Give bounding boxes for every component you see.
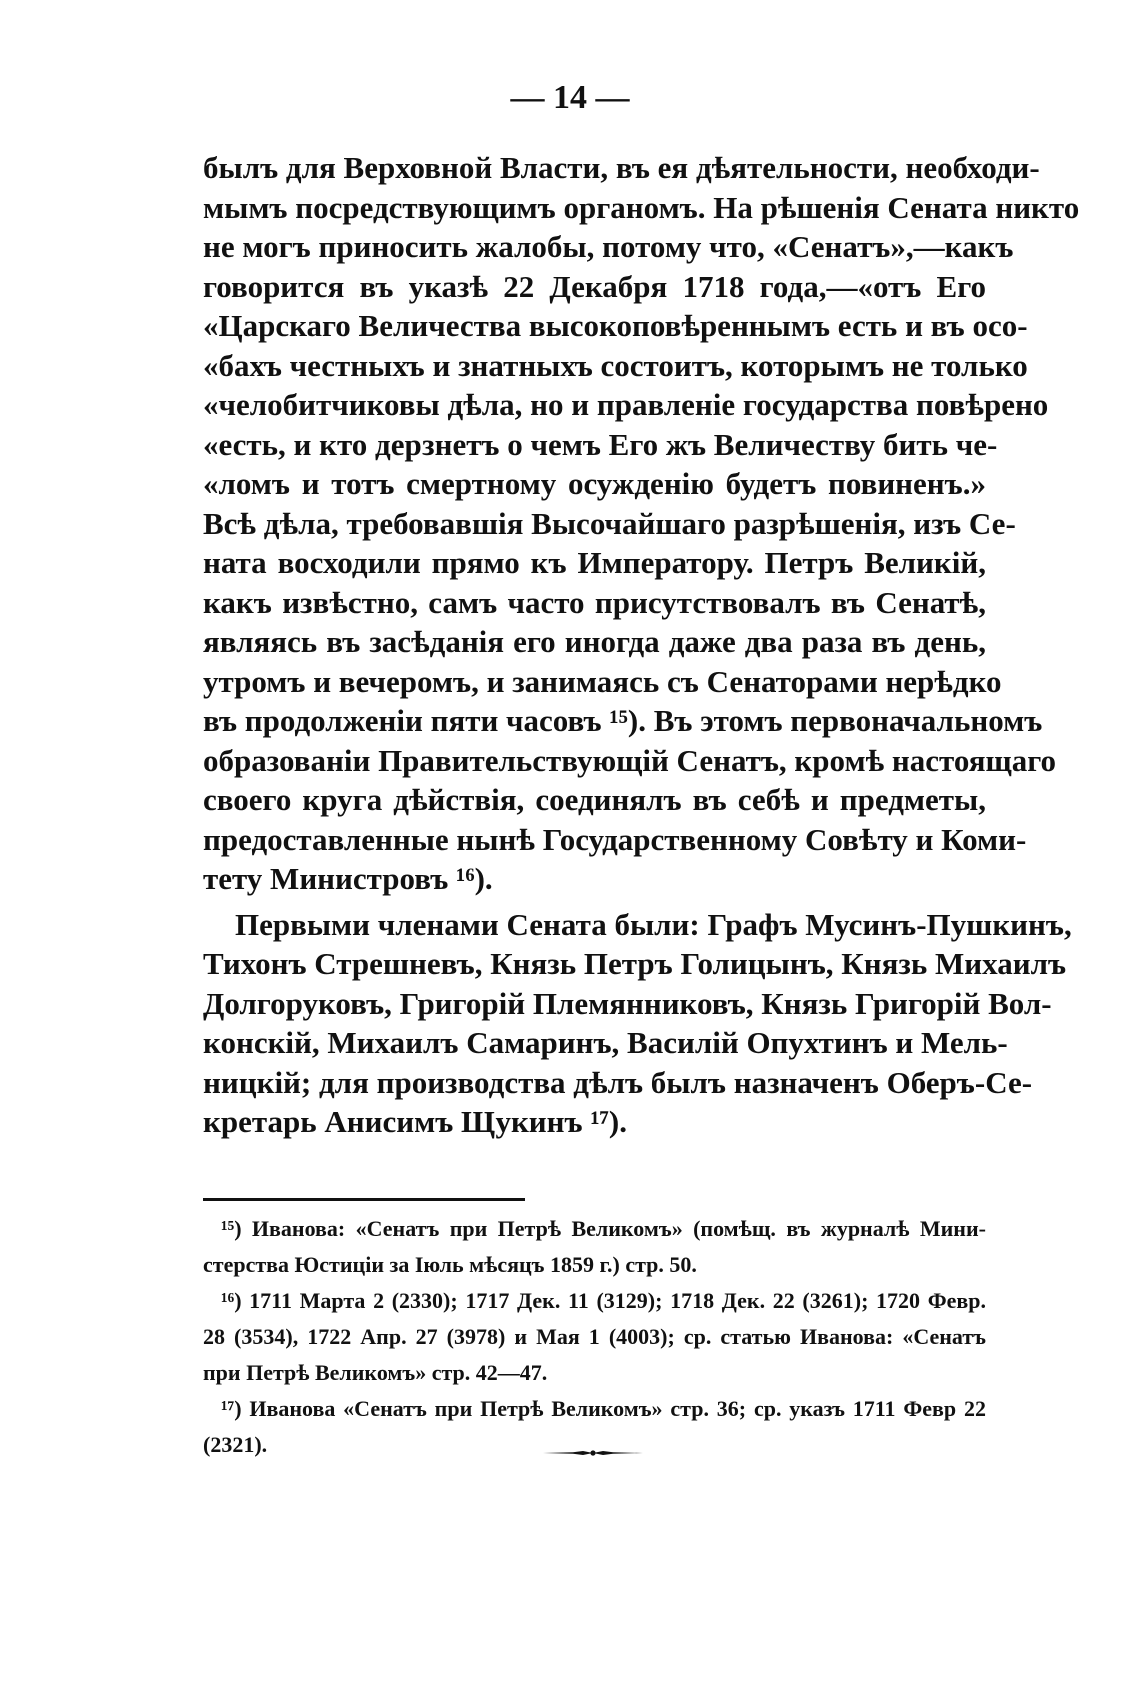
footnote-line: стерства Юстиціи за Іюль мѣсяцъ 1859 г.) стр. 50. (203, 1252, 697, 1277)
text-line: не могъ приносить жалобы, потому что, «Сенатъ»,—какъ (203, 229, 1014, 264)
footnote-line: ¹⁷) Иванова «Сенатъ при Петрѣ Великомъ» стр. 36; ср. указъ 1711 Февр 22 (221, 1396, 986, 1421)
footnote-line: ¹⁶) 1711 Марта 2 (2330); 1717 Дек. 11 (3129); 1718 Дек. 22 (3261); 1720 Февр. (221, 1288, 986, 1313)
end-ornament (543, 1448, 643, 1458)
text-line: утромъ и вечеромъ, и занимаясь съ Сенаторами нерѣдко (203, 663, 1002, 699)
main-text (203, 148, 1080, 1142)
text-line: въ продолженіи пяти часовъ ¹⁵). Въ этомъ первоначальномъ (203, 703, 1043, 738)
text-line: ната восходили прямо къ Императору. Петръ Великій, (203, 545, 986, 580)
text-line: тету Министровъ ¹⁶). (203, 861, 493, 896)
footnote-16 (203, 1283, 986, 1391)
text-line: конскій, Михаилъ Самаринъ, Василій Опухтинъ и Мель- (203, 1025, 1008, 1060)
text-line: «есть, и кто дерзнетъ о чемъ Его жъ Величеству бить че- (203, 426, 998, 462)
footnote-15 (203, 1211, 986, 1283)
page-number: — 14 — (510, 79, 630, 116)
text-line: «бахъ честныхъ и знатныхъ состоитъ, которымъ не только (203, 347, 1028, 383)
text-line: предоставленные нынѣ Государственному Совѣту и Коми- (203, 821, 1027, 857)
text-line: кретарь Анисимъ Щукинъ ¹⁷). (203, 1104, 628, 1139)
text-line: Долгоруковъ, Григорій Племянниковъ, Князь Григорій Вол- (203, 985, 1052, 1021)
footnote-divider (203, 1198, 525, 1201)
footnotes (203, 1211, 986, 1463)
text-line: образованіи Правительствующій Сенатъ, кромѣ настоящаго (203, 742, 1057, 778)
text-line: «Царскаго Величества высокоповѣреннымъ есть и въ осо- (203, 308, 1028, 343)
footnote-line: при Петрѣ Великомъ» стр. 42—47. (203, 1360, 548, 1385)
text-line: ницкій; для производства дѣлъ былъ назначенъ Оберъ-Се- (203, 1064, 1033, 1100)
text-line: мымъ посредствующимъ органомъ. На рѣшенія Сената никто (203, 189, 1080, 225)
text-line: «ломъ и тотъ смертному осужденію будетъ повиненъ.» (203, 466, 986, 501)
text-line: Первыми членами Сената были: Графъ Мусинъ-Пушкинъ, (235, 906, 1072, 942)
text-line: Тихонъ Стрешневъ, Князь Петръ Голицынъ, Князь Михаилъ (203, 946, 1067, 981)
text-line: являясь въ засѣданія его иногда даже два раза въ день, (203, 624, 986, 659)
paragraph-2 (203, 905, 1072, 1142)
text-line: своего круга дѣйствія, соединялъ въ себѣ и предметы, (203, 782, 986, 817)
paragraph-1 (203, 148, 1080, 899)
footnote-line: ¹⁵) Иванова: «Сенатъ при Петрѣ Великомъ» (помѣщ. въ журналѣ Мини- (221, 1216, 986, 1241)
text-line: какъ извѣстно, самъ часто присутствовалъ въ Сенатѣ, (203, 584, 986, 620)
text-line: «челобитчиковы дѣла, но и правленіе государства повѣрено (203, 387, 1049, 422)
text-line: былъ для Верховной Власти, въ ея дѣятельности, необходи- (203, 150, 1040, 185)
text-line: говорится въ указѣ 22 Декабря 1718 года,—«отъ Его (203, 268, 986, 304)
text-line: Всѣ дѣла, требовавшія Высочайшаго разрѣшенія, изъ Се- (203, 505, 1016, 541)
footnote-line: (2321). (203, 1432, 268, 1457)
footnote-line: 28 (3534), 1722 Апр. 27 (3978) и Мая 1 (4003); ср. статью Иванова: «Сенатъ (203, 1324, 986, 1349)
